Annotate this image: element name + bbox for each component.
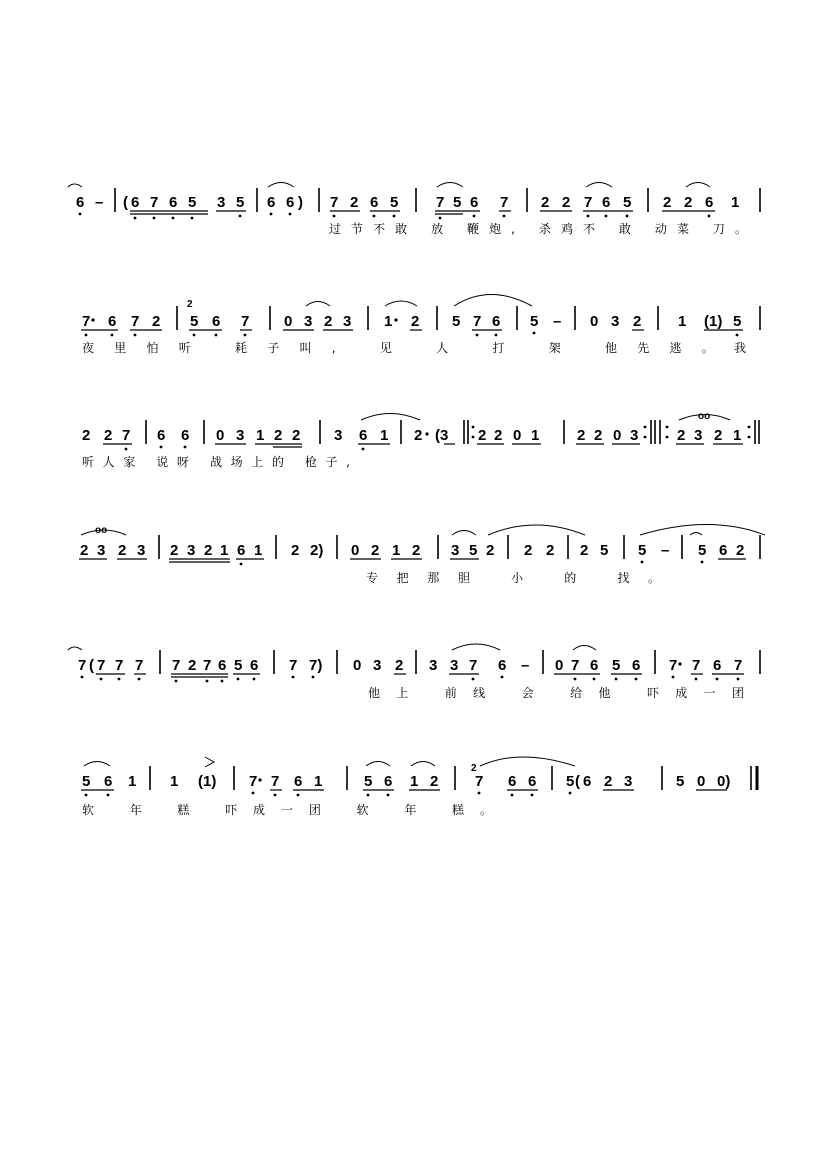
- svg-text:(1): (1): [198, 773, 217, 790]
- score-system-3: [82, 411, 759, 469]
- svg-text:2: 2: [471, 763, 477, 774]
- svg-text:2: 2: [188, 657, 197, 674]
- svg-text:5: 5: [469, 542, 478, 559]
- svg-text:6: 6: [267, 194, 276, 211]
- svg-text:5: 5: [188, 194, 197, 211]
- svg-text:6: 6: [218, 657, 227, 674]
- svg-text:1: 1: [410, 773, 419, 790]
- svg-text:–: –: [661, 542, 670, 559]
- svg-text:2: 2: [395, 657, 404, 674]
- score-system-2: [81, 295, 760, 356]
- svg-text:7: 7: [289, 657, 298, 674]
- lyrics-line-6: 软 年 糕 吓成一团 软 年 糕。: [82, 803, 492, 817]
- svg-text:1: 1: [392, 542, 401, 559]
- svg-text:7: 7: [584, 194, 593, 211]
- svg-text:2: 2: [82, 427, 91, 444]
- svg-text:6: 6: [590, 657, 599, 674]
- svg-text:3: 3: [236, 427, 245, 444]
- svg-text:(3: (3: [435, 427, 449, 444]
- svg-text:0: 0: [613, 427, 622, 444]
- svg-text:1: 1: [128, 773, 137, 790]
- svg-text:2: 2: [414, 427, 423, 444]
- svg-text:5: 5: [566, 773, 575, 790]
- svg-text:1: 1: [380, 427, 389, 444]
- svg-text:2: 2: [580, 542, 589, 559]
- svg-text:1: 1: [678, 313, 687, 330]
- svg-text:7: 7: [475, 773, 484, 790]
- svg-text:6: 6: [632, 657, 641, 674]
- svg-text:7: 7: [241, 313, 250, 330]
- svg-text:oo: oo: [698, 411, 711, 422]
- svg-text:5: 5: [452, 313, 461, 330]
- svg-text:1: 1: [220, 542, 229, 559]
- svg-text:5: 5: [82, 773, 91, 790]
- svg-text:1: 1: [254, 542, 263, 559]
- svg-text:2: 2: [291, 542, 300, 559]
- svg-text:5: 5: [623, 194, 632, 211]
- svg-text:2: 2: [663, 194, 672, 211]
- svg-text:3: 3: [630, 427, 639, 444]
- svg-text:6: 6: [370, 194, 379, 211]
- svg-text:6: 6: [705, 194, 714, 211]
- svg-text:6: 6: [286, 194, 295, 211]
- svg-text:6: 6: [169, 194, 178, 211]
- svg-text:5: 5: [453, 194, 462, 211]
- svg-text:2: 2: [494, 427, 503, 444]
- svg-text:7: 7: [78, 657, 87, 674]
- svg-text:6: 6: [719, 542, 728, 559]
- svg-text:2: 2: [274, 427, 283, 444]
- svg-text:2: 2: [541, 194, 550, 211]
- svg-text:): ): [298, 194, 303, 211]
- svg-text:5: 5: [234, 657, 243, 674]
- lyrics-line-5: 他上 前线 会 给他 吓成一团: [368, 686, 744, 700]
- svg-text:1: 1: [733, 427, 742, 444]
- svg-text:2: 2: [546, 542, 555, 559]
- svg-text:3: 3: [334, 427, 343, 444]
- svg-text:3: 3: [373, 657, 382, 674]
- svg-text:3: 3: [429, 657, 438, 674]
- svg-text:6: 6: [498, 657, 507, 674]
- svg-text:3: 3: [137, 542, 146, 559]
- svg-text:1: 1: [531, 427, 540, 444]
- svg-text:2: 2: [714, 427, 723, 444]
- svg-text:5: 5: [733, 313, 742, 330]
- svg-text:2: 2: [577, 427, 586, 444]
- svg-text:7: 7: [571, 657, 580, 674]
- lyrics-line-1: 过节不敢 放 鞭炮, 杀鸡不 敢 动菜 刀。: [329, 222, 747, 236]
- svg-text:7: 7: [172, 657, 181, 674]
- svg-text:7: 7: [97, 657, 106, 674]
- svg-text:7: 7: [135, 657, 144, 674]
- lyrics-line-2: 夜里怕听 耗子叫, 见 人 打 架 他先逃。我: [82, 341, 746, 355]
- svg-text:6: 6: [508, 773, 517, 790]
- svg-text:7: 7: [469, 657, 478, 674]
- svg-text:6: 6: [108, 313, 117, 330]
- svg-text:2: 2: [204, 542, 213, 559]
- svg-text:5: 5: [236, 194, 245, 211]
- svg-text:(: (: [123, 194, 128, 211]
- svg-text:2: 2: [187, 299, 193, 310]
- svg-text:3: 3: [450, 657, 459, 674]
- svg-text:2: 2: [486, 542, 495, 559]
- svg-text:6: 6: [237, 542, 246, 559]
- lyrics-line-3: 听人家 说呀 战场上的 枪子,: [82, 455, 351, 469]
- svg-text:0: 0: [590, 313, 599, 330]
- svg-text:0: 0: [351, 542, 360, 559]
- svg-text:3: 3: [694, 427, 703, 444]
- svg-text:2: 2: [478, 427, 487, 444]
- svg-text:(: (: [89, 657, 94, 674]
- svg-text:3: 3: [343, 313, 352, 330]
- svg-text:0: 0: [555, 657, 564, 674]
- svg-text:1: 1: [384, 313, 393, 330]
- svg-text:0: 0: [697, 773, 706, 790]
- svg-text:7): 7): [309, 657, 323, 674]
- svg-text:3: 3: [304, 313, 313, 330]
- svg-text:7: 7: [330, 194, 339, 211]
- svg-text:7: 7: [669, 657, 678, 674]
- svg-text:7: 7: [150, 194, 159, 211]
- svg-text:7: 7: [115, 657, 124, 674]
- svg-text:6: 6: [470, 194, 479, 211]
- svg-text:5: 5: [530, 313, 539, 330]
- svg-text:5: 5: [190, 313, 199, 330]
- score-system-4: [79, 525, 765, 586]
- svg-text:7: 7: [500, 194, 509, 211]
- svg-text:0: 0: [284, 313, 293, 330]
- svg-text:1: 1: [314, 773, 323, 790]
- svg-text:2: 2: [350, 194, 359, 211]
- svg-text:2: 2: [80, 542, 89, 559]
- svg-text:2: 2: [411, 313, 420, 330]
- svg-text:6: 6: [492, 313, 501, 330]
- svg-text:7: 7: [734, 657, 743, 674]
- svg-text:0): 0): [717, 773, 731, 790]
- svg-text:7: 7: [82, 313, 91, 330]
- svg-text:5: 5: [390, 194, 399, 211]
- svg-text:5: 5: [698, 542, 707, 559]
- svg-text:6: 6: [602, 194, 611, 211]
- svg-text:0: 0: [216, 427, 225, 444]
- svg-text:1: 1: [731, 194, 740, 211]
- svg-text:7: 7: [473, 313, 482, 330]
- svg-text:6: 6: [181, 427, 190, 444]
- svg-text:1: 1: [256, 427, 265, 444]
- svg-text:5: 5: [638, 542, 647, 559]
- svg-text:2: 2: [736, 542, 745, 559]
- svg-text:6: 6: [157, 427, 166, 444]
- svg-text:7: 7: [122, 427, 131, 444]
- svg-text:2: 2: [604, 773, 613, 790]
- svg-text:oo: oo: [95, 525, 108, 536]
- svg-text:5: 5: [600, 542, 609, 559]
- svg-text:6: 6: [250, 657, 259, 674]
- svg-text:7: 7: [271, 773, 280, 790]
- svg-text:6: 6: [76, 194, 85, 211]
- svg-text:2: 2: [118, 542, 127, 559]
- svg-text:2: 2: [594, 427, 603, 444]
- svg-text:3: 3: [611, 313, 620, 330]
- svg-text:(1): (1): [704, 313, 723, 330]
- svg-text:2: 2: [684, 194, 693, 211]
- svg-text:2: 2: [104, 427, 113, 444]
- svg-text:2: 2: [562, 194, 571, 211]
- score-system-6: [81, 757, 757, 817]
- svg-text:1: 1: [170, 773, 179, 790]
- svg-text:2: 2: [524, 542, 533, 559]
- svg-text:3: 3: [624, 773, 633, 790]
- svg-text:2: 2: [292, 427, 301, 444]
- svg-text:2): 2): [310, 542, 324, 559]
- score-system-1: [68, 183, 760, 237]
- lyrics-line-4: 专把那胆 小 的 找。: [366, 571, 660, 585]
- svg-text:0: 0: [513, 427, 522, 444]
- svg-text:2: 2: [412, 542, 421, 559]
- svg-text:7: 7: [249, 773, 258, 790]
- svg-text:–: –: [95, 194, 104, 211]
- svg-text:3: 3: [187, 542, 196, 559]
- svg-text:5: 5: [612, 657, 621, 674]
- svg-text:6: 6: [104, 773, 113, 790]
- svg-text:–: –: [521, 657, 530, 674]
- svg-text:2: 2: [371, 542, 380, 559]
- svg-text:6: 6: [212, 313, 221, 330]
- svg-text:3: 3: [97, 542, 106, 559]
- svg-text:6: 6: [294, 773, 303, 790]
- svg-text:0: 0: [353, 657, 362, 674]
- svg-text:2: 2: [170, 542, 179, 559]
- score-system-5: [68, 644, 760, 700]
- svg-text:5: 5: [364, 773, 373, 790]
- svg-text:7: 7: [203, 657, 212, 674]
- svg-text:–: –: [553, 313, 562, 330]
- svg-text:2: 2: [633, 313, 642, 330]
- svg-text:2: 2: [324, 313, 333, 330]
- svg-text:3: 3: [451, 542, 460, 559]
- svg-text:6: 6: [131, 194, 140, 211]
- svg-text:6: 6: [713, 657, 722, 674]
- svg-text:7: 7: [131, 313, 140, 330]
- svg-text:7: 7: [436, 194, 445, 211]
- svg-text:2: 2: [430, 773, 439, 790]
- svg-text:3: 3: [217, 194, 226, 211]
- svg-text:7: 7: [692, 657, 701, 674]
- svg-text:6: 6: [384, 773, 393, 790]
- svg-text:5: 5: [676, 773, 685, 790]
- svg-text:2: 2: [677, 427, 686, 444]
- svg-text:(: (: [575, 773, 580, 790]
- svg-text:6: 6: [583, 773, 592, 790]
- svg-text:6: 6: [359, 427, 368, 444]
- svg-text:2: 2: [152, 313, 161, 330]
- svg-text:6: 6: [528, 773, 537, 790]
